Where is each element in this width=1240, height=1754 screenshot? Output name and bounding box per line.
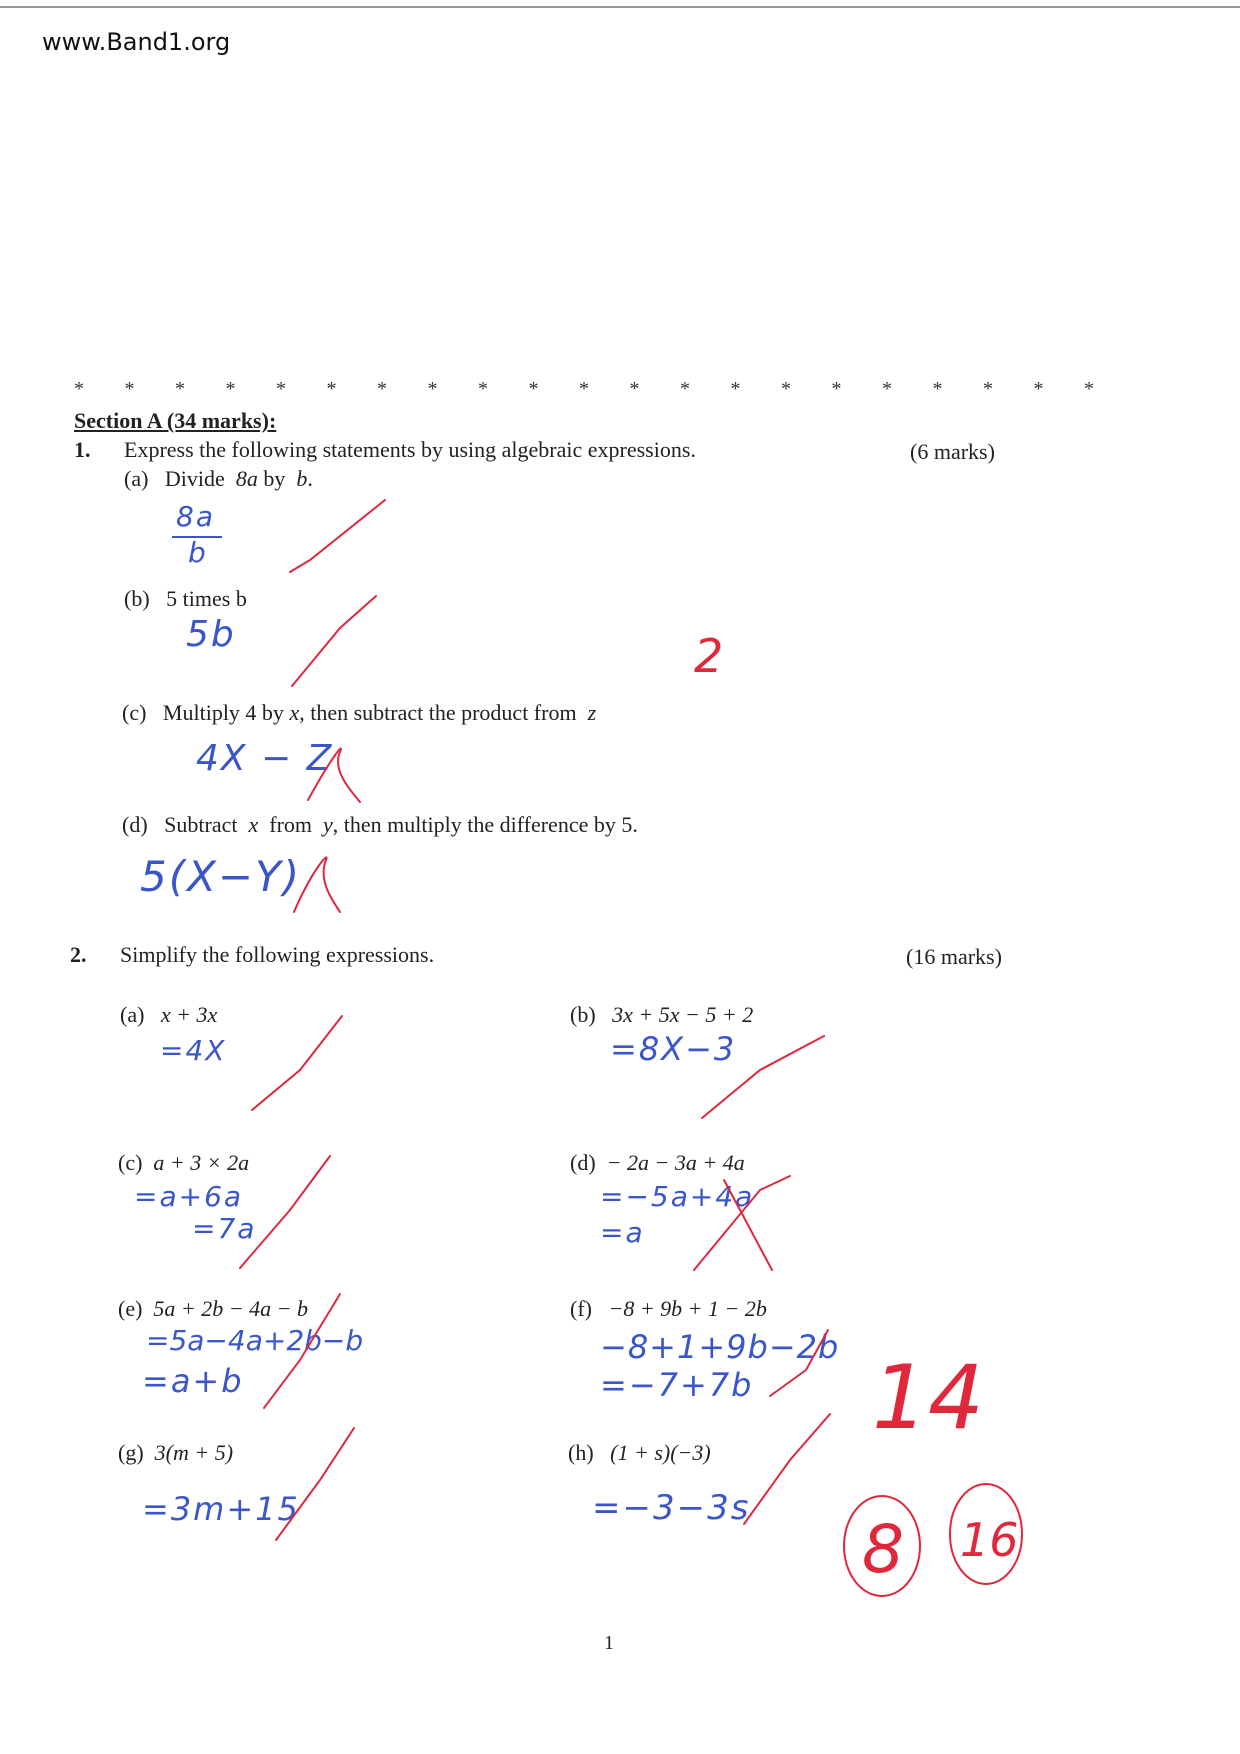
- q1-text: Express the following statements by using algebraic expressions.: [124, 437, 696, 462]
- q2a-tick: [252, 1016, 342, 1110]
- q1c-cross: [308, 749, 360, 802]
- q2-text: Simplify the following expressions.: [120, 942, 435, 967]
- q2c-answer-line1: =a+6a: [134, 1180, 244, 1213]
- q2a-question: (a) x + 3x: [120, 1002, 218, 1027]
- q1a-question: (a) Divide 8a by b.: [124, 466, 313, 491]
- q2f-question: (f) −8 + 9b + 1 − 2b: [570, 1296, 767, 1321]
- q1-number: 1.: [74, 437, 91, 462]
- q2-score: 14: [872, 1346, 984, 1449]
- q2e-question: (e) 5a + 2b − 4a − b: [118, 1296, 308, 1321]
- q1c-question: (c) Multiply 4 by x, then subtract the product from z: [122, 700, 597, 725]
- q2d-answer-line1: =−5a+4a: [600, 1180, 755, 1213]
- q1c-answer: 4X − Z: [196, 738, 334, 779]
- q2f-answer-line1: −8+1+9b−2b: [600, 1328, 840, 1366]
- q1-marks: (6 marks): [910, 439, 995, 464]
- q1a-answer-denominator: b: [188, 536, 208, 569]
- q2g-tick: [276, 1428, 354, 1540]
- q1-score: 2: [694, 629, 724, 683]
- q2d-cross: [694, 1176, 790, 1270]
- star-divider: * * * * * * * * * * * * * * * * * * * * *: [74, 378, 1094, 400]
- q2g-question: (g) 3(m + 5): [118, 1440, 234, 1465]
- section-title: Section A (34 marks):: [74, 408, 277, 433]
- q2d-question: (d) − 2a − 3a + 4a: [570, 1150, 745, 1175]
- q1b-question: (b) 5 times b: [124, 586, 247, 611]
- q2d-answer-line2: =a: [600, 1216, 645, 1249]
- q2f-answer-line2: =−7+7b: [600, 1366, 754, 1404]
- q1d-answer: 5(X−Y): [140, 852, 302, 901]
- q2e-answer-line1: =5a−4a+2b−b: [146, 1324, 364, 1357]
- q2a-answer: =4X: [160, 1034, 227, 1067]
- q2-marks: (16 marks): [906, 944, 1002, 969]
- q2h-question: (h) (1 + s)(−3): [568, 1440, 711, 1465]
- circled-score-2: 16: [960, 1513, 1019, 1567]
- q2c-tick: [240, 1156, 330, 1268]
- q2f-tick: [770, 1330, 828, 1396]
- q1d-question: (d) Subtract x from y, then multiply the difference by 5.: [122, 812, 638, 837]
- q2e-answer-line2: =a+b: [142, 1362, 244, 1400]
- site-url: www.Band1.org: [42, 28, 231, 56]
- q2c-question: (c) a + 3 × 2a: [118, 1150, 250, 1175]
- q2b-question: (b) 3x + 5x − 5 + 2: [570, 1002, 754, 1027]
- q2g-answer: =3m+15: [142, 1490, 300, 1528]
- q2h-tick: [744, 1414, 830, 1524]
- q1a-tick: [290, 500, 385, 572]
- q2b-answer: =8X−3: [610, 1030, 737, 1068]
- q1a-answer-numerator: 8a: [176, 500, 215, 533]
- page-number: 1: [604, 1632, 614, 1654]
- q2h-answer: =−3−3s: [592, 1488, 751, 1528]
- q2-number: 2.: [70, 942, 87, 967]
- q2c-answer-line2: =7a: [192, 1212, 257, 1245]
- q2e-tick: [264, 1294, 340, 1408]
- q1b-answer: 5b: [186, 614, 236, 655]
- circled-score-1: 8: [862, 1511, 904, 1588]
- q1d-cross: [294, 857, 340, 912]
- q2b-tick: [702, 1036, 824, 1118]
- q1b-tick: [292, 596, 376, 686]
